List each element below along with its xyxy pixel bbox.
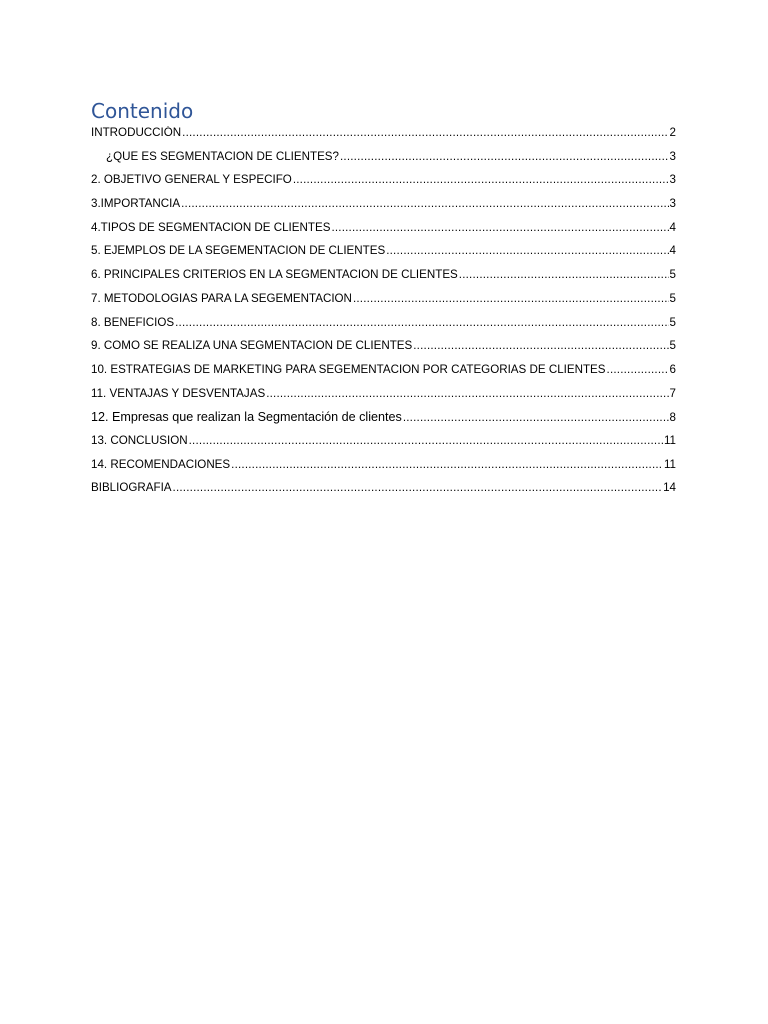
- toc-dot-leader: [266, 387, 668, 401]
- toc-dot-leader: [340, 150, 669, 164]
- toc-page-number: 2: [669, 126, 676, 139]
- toc-entry-introduccion[interactable]: [91, 126, 676, 150]
- toc-page-number: 3: [669, 173, 676, 187]
- toc-entry-text: 9. COMO SE REALIZA UNA SEGMENTACION DE CLIENTES: [91, 339, 413, 353]
- toc-page-number: 4: [669, 244, 676, 258]
- toc-page-number: 3: [669, 197, 676, 211]
- toc-dot-leader: [459, 268, 669, 282]
- toc-list: [91, 126, 676, 505]
- toc-entry-bibliografia[interactable]: [91, 481, 676, 505]
- toc-dot-leader: [175, 316, 668, 330]
- toc-entry-ventajas[interactable]: [91, 387, 676, 411]
- toc-page-number: 5: [669, 339, 676, 353]
- toc-entry-text: 6. PRINCIPALES CRITERIOS EN LA SEGMENTACION DE CLIENTES: [91, 268, 458, 282]
- toc-entry-tipos[interactable]: [91, 221, 676, 245]
- toc-entry-metodologias[interactable]: [91, 292, 676, 316]
- toc-entry-text: 14. RECOMENDACIONES: [91, 457, 231, 471]
- toc-entry-text: ¿QUE ES SEGMENTACION DE CLIENTES?: [106, 149, 339, 163]
- toc-entry-ejemplos[interactable]: [91, 244, 676, 268]
- toc-dot-leader: [353, 292, 669, 306]
- toc-page-number: 5: [669, 291, 676, 305]
- toc-dot-leader: [331, 221, 668, 235]
- toc-dot-leader: [173, 481, 663, 495]
- toc-entry-conclusion[interactable]: [91, 434, 676, 458]
- toc-entry-text: 12. Empresas que realizan la Segmentación de clientes: [91, 410, 402, 425]
- toc-page-number: 7: [669, 386, 676, 400]
- toc-entry-text: 10. ESTRATEGIAS DE MARKETING PARA SEGEMENTACION POR CATEGORIAS DE CLIENTES: [91, 362, 606, 376]
- toc-entry-text: 4.TIPOS DE SEGMENTACION DE CLIENTES: [91, 220, 331, 234]
- toc-entry-empresas[interactable]: [91, 410, 676, 434]
- toc-dot-leader: [182, 126, 668, 140]
- toc-page-number: 11: [663, 433, 676, 447]
- toc-dot-leader: [189, 434, 663, 448]
- toc-page-number: 8: [669, 411, 676, 425]
- toc-page-number: 5: [669, 268, 676, 282]
- toc-page-number: 6: [669, 362, 676, 376]
- toc-page-number: 3: [669, 149, 676, 163]
- toc-entry-text: 11. VENTAJAS Y DESVENTAJAS: [91, 386, 266, 400]
- toc-entry-recomendaciones[interactable]: [91, 458, 676, 482]
- toc-entry-estrategias[interactable]: [91, 363, 676, 387]
- toc-entry-objetivo[interactable]: [91, 173, 676, 197]
- toc-dot-leader: [231, 458, 663, 472]
- toc-dot-leader: [293, 173, 669, 187]
- toc-entry-beneficios[interactable]: [91, 316, 676, 340]
- toc-dot-leader: [403, 411, 669, 425]
- toc-page-number: 5: [669, 315, 676, 329]
- toc-dot-leader: [181, 197, 668, 211]
- toc-page-number: 14: [663, 481, 676, 495]
- toc-entry-text: INTRODUCCIÓN: [91, 126, 182, 139]
- toc-entry-como-se-realiza[interactable]: [91, 339, 676, 363]
- table-of-contents: [91, 98, 676, 505]
- toc-dot-leader: [607, 363, 669, 377]
- toc-entry-text: BIBLIOGRAFIA: [91, 481, 172, 495]
- toc-entry-importancia[interactable]: [91, 197, 676, 221]
- toc-entry-que-es-segmentacion[interactable]: [91, 150, 676, 174]
- toc-entry-text: 5. EJEMPLOS DE LA SEGEMENTACION DE CLIENTES: [91, 244, 386, 258]
- toc-page-number: 11: [663, 457, 676, 471]
- toc-dot-leader: [386, 244, 668, 258]
- toc-title: Contenido: [91, 99, 194, 123]
- toc-entry-text: 2. OBJETIVO GENERAL Y ESPECIFO: [91, 173, 292, 187]
- toc-dot-leader: [413, 339, 668, 353]
- toc-entry-text: 13. CONCLUSION: [91, 433, 188, 447]
- toc-entry-text: 3.IMPORTANCIA: [91, 197, 181, 211]
- toc-page-number: 4: [669, 220, 676, 234]
- toc-entry-text: 8. BENEFICIOS: [91, 315, 175, 329]
- toc-entry-text: 7. METODOLOGIAS PARA LA SEGEMENTACION: [91, 291, 352, 305]
- toc-entry-criterios[interactable]: [91, 268, 676, 292]
